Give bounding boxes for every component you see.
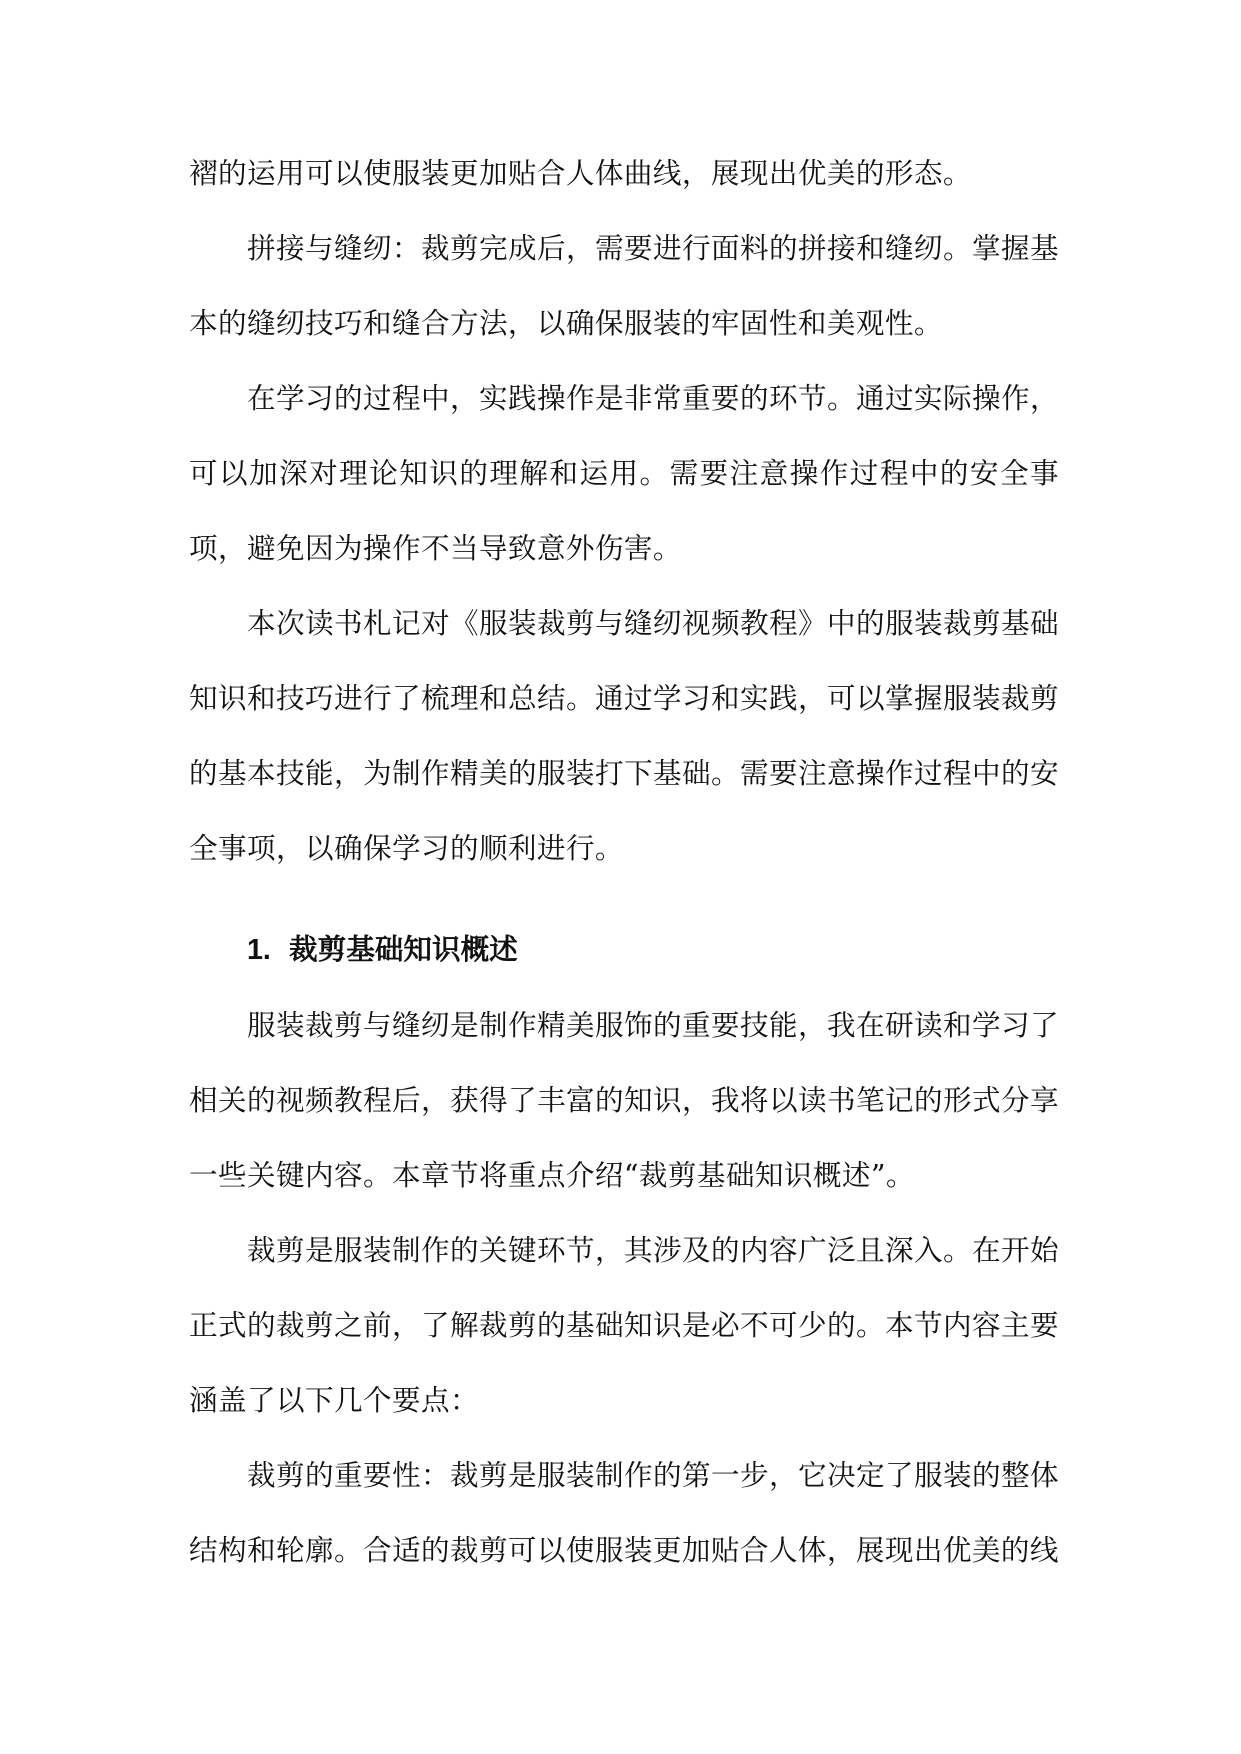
paragraph-summary: 本次读书札记对《服装裁剪与缝纫视频教程》中的服装裁剪基础知识和技巧进行了梳理和总结。通过学习和实践，可以掌握服装裁剪的基本技能，为制作精美的服装打下基础。需要注意操作过程中的安全事项，以确保学习的顺利进行。 — [189, 606, 1059, 865]
paragraph-cutting-importance: 裁剪的重要性：裁剪是服装制作的第一步，它决定了服装的整体结构和轮廓。合适的裁剪可以使服装更加贴合人体，展现出优美的线 — [189, 1458, 1059, 1567]
section-heading — [189, 912, 1059, 988]
section-heading-title: 裁剪基础知识概述 — [289, 932, 518, 966]
page-content — [189, 136, 1059, 1588]
paragraph-continuation: 褶的运用可以使服装更加贴合人体曲线，展现出优美的形态。 — [189, 156, 972, 190]
section-spacer — [189, 886, 1059, 912]
paragraph-practice: 在学习的过程中，实践操作是非常重要的环节。通过实际操作，可以加深对理论知识的理解和运用。需要注意操作过程中的安全事项，避免因为操作不当导致意外伤害。 — [189, 381, 1059, 565]
paragraph-intro: 服装裁剪与缝纫是制作精美服饰的重要技能，我在研读和学习了相关的视频教程后，获得了丰富的知识，我将以读书笔记的形式分享一些关键内容。本章节将重点介绍“裁剪基础知识概述”。 — [189, 1008, 1059, 1192]
paragraph-cutting-overview: 裁剪是服装制作的关键环节，其涉及的内容广泛且深入。在开始正式的裁剪之前，了解裁剪的基础知识是必不可少的。本节内容主要涵盖了以下几个要点： — [189, 1233, 1059, 1417]
section-heading-number: 1. — [247, 934, 271, 966]
paragraph-splicing-sewing: 拼接与缝纫：裁剪完成后，需要进行面料的拼接和缝纫。掌握基本的缝纫技巧和缝合方法，以确保服装的牢固性和美观性。 — [189, 231, 1059, 340]
